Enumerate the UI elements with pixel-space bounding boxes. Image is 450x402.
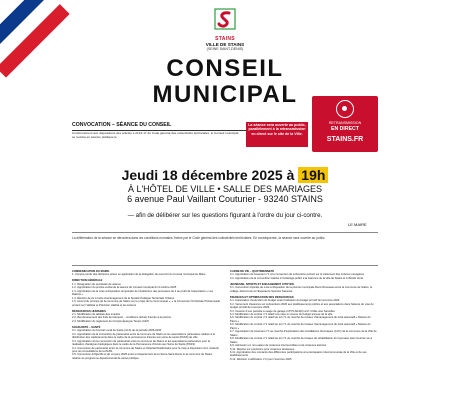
agenda-item: 1.2. Approbation du procès-verbal de la séance du Conseil municipal du 9 octobre 2025: [72, 286, 177, 290]
live-badge-line-2: EN DIRECT: [331, 126, 359, 132]
title-line-2: MUNICIPAL: [152, 81, 298, 108]
meeting-time: 19h: [298, 167, 328, 183]
agenda-item: 1. Compte-rendu des décisions prises en application de la délégation de pouvoirs du Conseil municipal au Maire: [72, 273, 206, 277]
logo-city: VILLE DE STAINS: [205, 42, 245, 47]
meeting-venue: À L'HÔTEL DE VILLE • SALLE DES MARIAGES: [127, 184, 323, 194]
live-badge-website[interactable]: STAINS.FR: [326, 136, 364, 143]
agenda-item: 6.7. Approbation de l'avenant n°1 au marché d'exploitation des installations thermiques (CVC) de la commune de la Ville de Stains: [230, 330, 377, 337]
agenda-item: 3.1. Approbation du Contrat Local de Santé (CLS) de la période 2026-2030: [72, 329, 162, 333]
agenda-item: 1.1. Désignation du secrétaire de séance: [72, 282, 121, 286]
agenda-item: 6.6. Modification du contrat n°1 relatif au lot n°1 du marché de travaux d'aménagement du local associatif « Maison du Parcs »: [230, 323, 371, 330]
agenda-item: 6.11. Approbation des montants des différentes participations à la péréquation intercommunale de la Ville et de ses établissements: [230, 350, 367, 358]
agenda-item: 6.4. Modification du contrat n°1 relatif à la mise en œuvre du budget annexe de la ville: [230, 312, 333, 316]
logo-name: STAINS: [215, 36, 235, 42]
agenda-section-heading: COMMUNICATION DU MAIRE: [72, 270, 110, 273]
convocation-text: Conformément aux dispositions des articles L.2121-17 du Code général des collectivités territoriales, le Conseil municipal se réunira en séance publique le :: [72, 131, 239, 139]
meeting-date-time: [0, 167, 450, 183]
live-notice: La séance sera ouverte au public, parallèlement à la retransmission en direct sur le site de la Ville.: [246, 122, 308, 147]
agenda-item: 2.2. Remboursement des frais de transport – conditions (ticket) d'accès à la piscine: [72, 316, 171, 320]
agenda-item: 5.1. Convention tripartite de mise à disposition de la piscine municipale René Rousseau entre la commune de Stains, le collège Joliot-Curie et l'Espérance Sportive Stanoise: [230, 286, 373, 293]
agenda-left-column: [72, 270, 220, 402]
agenda-right-column: [230, 270, 378, 402]
agenda-item: 1.5. Accord du principe de la commune de Stains sur le projet de la communauté », « la Convention Territoriale Pluriannuelle portant sur l'Habitat et Prévision Habitat et les Acteurs: [72, 300, 220, 307]
agenda-section-heading: DIRECTION GÉNÉRALE: [72, 279, 103, 283]
broadcast-icon: [336, 100, 354, 118]
agenda-item: 4.2. Approbation de la convention relative à l'éclairage public à la Garenne de la ville de Stains et à l'Étoile Verte: [230, 276, 364, 280]
deliberation-purpose: — afin de délibérer sur les questions figurant à l'ordre du jour ci-contre.: [127, 212, 323, 219]
agenda-item: 6.9. Admission en non-valeur de créances irrécouvrables et de créances éteintes: [230, 344, 327, 348]
mayor-signature: LE MAIRE: [348, 222, 367, 227]
agenda-section-heading: JEUNESSE, SPORTS ET ENGAGEMENT CITOYEN: [230, 282, 294, 286]
agenda-item: 1.4. Élection de 2e à l'acte d'aménagement de la Société Publique Territoriale Urbaine: [72, 296, 175, 300]
agenda-item: 3.4. Convention de partenariat entre la commune de Stains et l'Hôpital Delafontaine pour la mise à disposition d'un médecin pour les consultations de la PASS: [72, 346, 220, 354]
live-badge-line-1: RETRANSMISSION: [328, 121, 362, 125]
agenda-item: 2.1. Modification du tableau des emplois: [72, 312, 120, 316]
convocation-heading: CONVOCATION – SÉANCE DU CONSEIL: [72, 122, 300, 131]
meeting-date: Jeudi 18 décembre 2025: [121, 167, 283, 183]
session-note: La délibération de la séance se déroulera dans les conditions normales, fixées par le Code général des collectivités territoriales. En conséquence, la séance sera ouverte au public.: [72, 232, 378, 240]
agenda-item: 6.8. Modification de contrat n°1 relatif au lot n°1 du marché de travaux de réhabilitation du Gymnase Jean Guimier sis à Stains: [230, 337, 372, 344]
agenda-item: 3.3. Approbation d'une convention de partenariat entre la commune de Stains et les associations partenaires pour la réalisation d'analyses biologiques dans le cadre de la Permanence d'Accès aux Soins de Santé (PASS): [72, 339, 210, 347]
agenda-item: 6.5. Modification du contrat n°2 relatif au lot n°1 du marché de travaux d'aménagement du local associatif « Maison du Parcs »: [230, 316, 371, 323]
logo-department: (SEINE SAINT-DENIS): [206, 47, 244, 51]
agenda-item: 4.1. Approbation de l'avenant n°1 à la convention de subvention portant sur le traitement des ordures ménagères: [230, 273, 365, 277]
agenda-item: 6.10. Reprise sur provisions pour créances douteuses: [230, 347, 295, 351]
agenda-item: 6.1. Autorisation d'exécution du budget avant l'adoption du budget primitif de l'exercice 2026: [230, 299, 340, 303]
agenda-section-heading: FINANCES ET OPTIMISATION DES RESSOURCES: [230, 295, 294, 299]
title-line-1: CONSEIL: [166, 55, 284, 82]
stains-logo-icon: [214, 8, 236, 30]
agenda: [72, 265, 378, 402]
agenda-item: 3.5. Convention d'objectifs et de moyens 2025 entre le Département de la Seine-Saint-Denis et la commune de Stains relative au programme départemental de santé publique: [72, 353, 213, 360]
agenda-item: 6.2. Versement d'avances sur subventions 2026 aux établissements publics et aux associations dans l'attente du vote du budget primitif de l'exercice 2026: [230, 302, 374, 310]
agenda-section-heading: CADRE DE VIE – QUOTIDIENNETÉ: [230, 270, 275, 273]
live-broadcast-badge[interactable]: [312, 96, 378, 152]
agenda-item: 3.2. Approbation de la convention de partenariat entre la commune de Stains et les associations partenaires relative à la distribution des médicaments dans le cadre de la permanence d'accès aux soins de santé (PASS) de ville: [72, 332, 215, 340]
agenda-item: 6.3. Cession d'une parcelle à usage de garage (CP75 AH100) à M. COEL sise Sarcelles: [230, 309, 335, 313]
agenda-item: 1.3. Approbation de la mise à disposition temporaire de l'Auditorium des jeunesses de 4 au profit de l'association « Les Raisins »: [72, 289, 214, 297]
city-logo: [175, 8, 275, 51]
agenda-item: 2.3. Modification du règlement du Compte Épargne Temps (CET): [72, 319, 150, 323]
meeting-address: 6 avenue Paul Vaillant Couturier - 93240 STAINS: [127, 194, 323, 204]
agenda-item: 6.12. Décision modificative n°2 pour l'exercice 2025: [230, 357, 292, 361]
agenda-section-heading: SOLIDARITÉ – SANTÉ: [72, 325, 101, 329]
agenda-section-heading: RESSOURCES HUMAINES: [72, 309, 106, 313]
meeting-at: à: [286, 167, 295, 183]
